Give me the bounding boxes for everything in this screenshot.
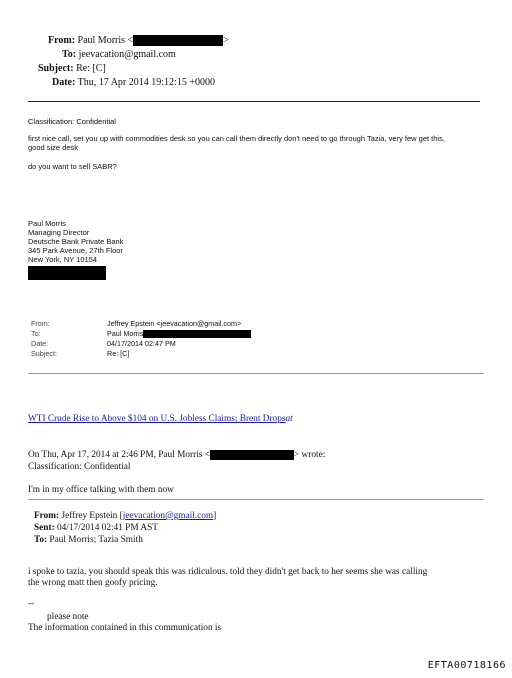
message1-question: do you want to sell SABR?	[28, 162, 117, 171]
quoted-date-label: Date:	[31, 339, 49, 348]
header-date-row	[52, 76, 215, 89]
document-id: EFTA00718166	[427, 660, 506, 671]
quoted-to-row	[107, 329, 251, 339]
forward-from-row	[34, 510, 216, 522]
to-label: To:	[62, 49, 77, 60]
signature-address1: 345 Park Avenue, 27th Floor	[28, 246, 123, 255]
signature-name: Paul Morris	[28, 219, 66, 228]
from-tail: >	[223, 35, 229, 46]
forward-to-value: Paul Morris; Tazia Smith	[49, 535, 143, 545]
from-value: Paul Morris <	[77, 35, 134, 46]
classification-1: Classification: Confidential	[28, 117, 116, 126]
message1-line2: good size desk	[28, 143, 79, 152]
subject-label: Subject:	[38, 63, 74, 74]
forward-from-close: ]	[213, 511, 217, 521]
reply-body: I'm in my office talking with them now	[28, 485, 174, 495]
reply-on-line	[28, 449, 325, 461]
quoted-subject-value: Re: [C]	[107, 349, 130, 358]
signature-title: Managing Director	[28, 228, 90, 237]
reply-classification: Classification: Confidential	[28, 462, 131, 472]
quoted-to-label: To:	[31, 329, 41, 338]
final-please-note: please note	[47, 612, 89, 622]
forward-sent-label: Sent:	[34, 523, 55, 533]
final-line1: i spoke to tazia, you should speak this was ridiculous. told they didn't get back to her seems she was calling	[28, 567, 428, 577]
article-link[interactable]: WTI Crude Rise to Above $104 on U.S. Jobless Claims; Brent Drops	[28, 414, 286, 424]
forward-from-email[interactable]: jeevacation@gmail.com	[122, 511, 214, 521]
article-link-tail: at	[285, 414, 293, 424]
date-value: Thu, 17 Apr 2014 19:12:15 +0000	[77, 77, 215, 88]
forward-sent-row	[34, 522, 158, 534]
subject-value: Re: [C]	[76, 63, 106, 74]
signature-redaction	[28, 266, 106, 280]
final-dashes: --	[28, 599, 35, 609]
forward-from-label: From:	[34, 511, 60, 521]
reply-wrote: > wrote:	[293, 450, 326, 460]
quoted-from-label: From:	[31, 319, 50, 328]
article-link-row	[28, 413, 293, 425]
quoted-to-redaction	[143, 330, 251, 338]
quoted-to-value: Paul Morris	[107, 329, 144, 338]
forward-sent-value: 04/17/2014 02:41 PM AST	[57, 523, 158, 533]
quoted-date-value: 04/17/2014 02:47 PM	[107, 339, 176, 348]
signature-company: Deutsche Bank Private Bank	[28, 237, 124, 246]
forward-to-label: To:	[34, 535, 48, 545]
forward-from-name: Jeffrey Epstein [	[61, 511, 123, 521]
header-to-row	[62, 48, 176, 61]
final-disclaimer: The information contained in this communication is	[28, 623, 222, 633]
redaction-bar	[133, 35, 223, 46]
quoted-subject-label: Subject:	[31, 349, 57, 358]
header-subject-row	[38, 62, 106, 75]
from-label: From:	[48, 35, 76, 46]
reply-on-text: On Thu, Apr 17, 2014 at 2:46 PM, Paul Morris <	[28, 450, 210, 460]
header-divider	[28, 101, 480, 102]
header-from-row	[48, 34, 229, 47]
reply-redaction	[210, 450, 294, 460]
quoted-from-value: Jeffrey Epstein <jeevacation@gmail.com>	[107, 319, 242, 328]
signature-address2: New York, NY 10154	[28, 255, 98, 264]
date-label: Date:	[52, 77, 76, 88]
quoted-divider	[28, 373, 484, 374]
forward-to-row	[34, 534, 143, 546]
reply-divider	[28, 499, 484, 500]
message1-line1: first nice call, set you up with commodities desk so you can call them directly don't need to go through Tazia, very few get this,	[28, 134, 445, 143]
to-value: jeevacation@gmail.com	[78, 49, 176, 60]
final-line2: the wrong matt then goofy pricing.	[28, 578, 158, 588]
